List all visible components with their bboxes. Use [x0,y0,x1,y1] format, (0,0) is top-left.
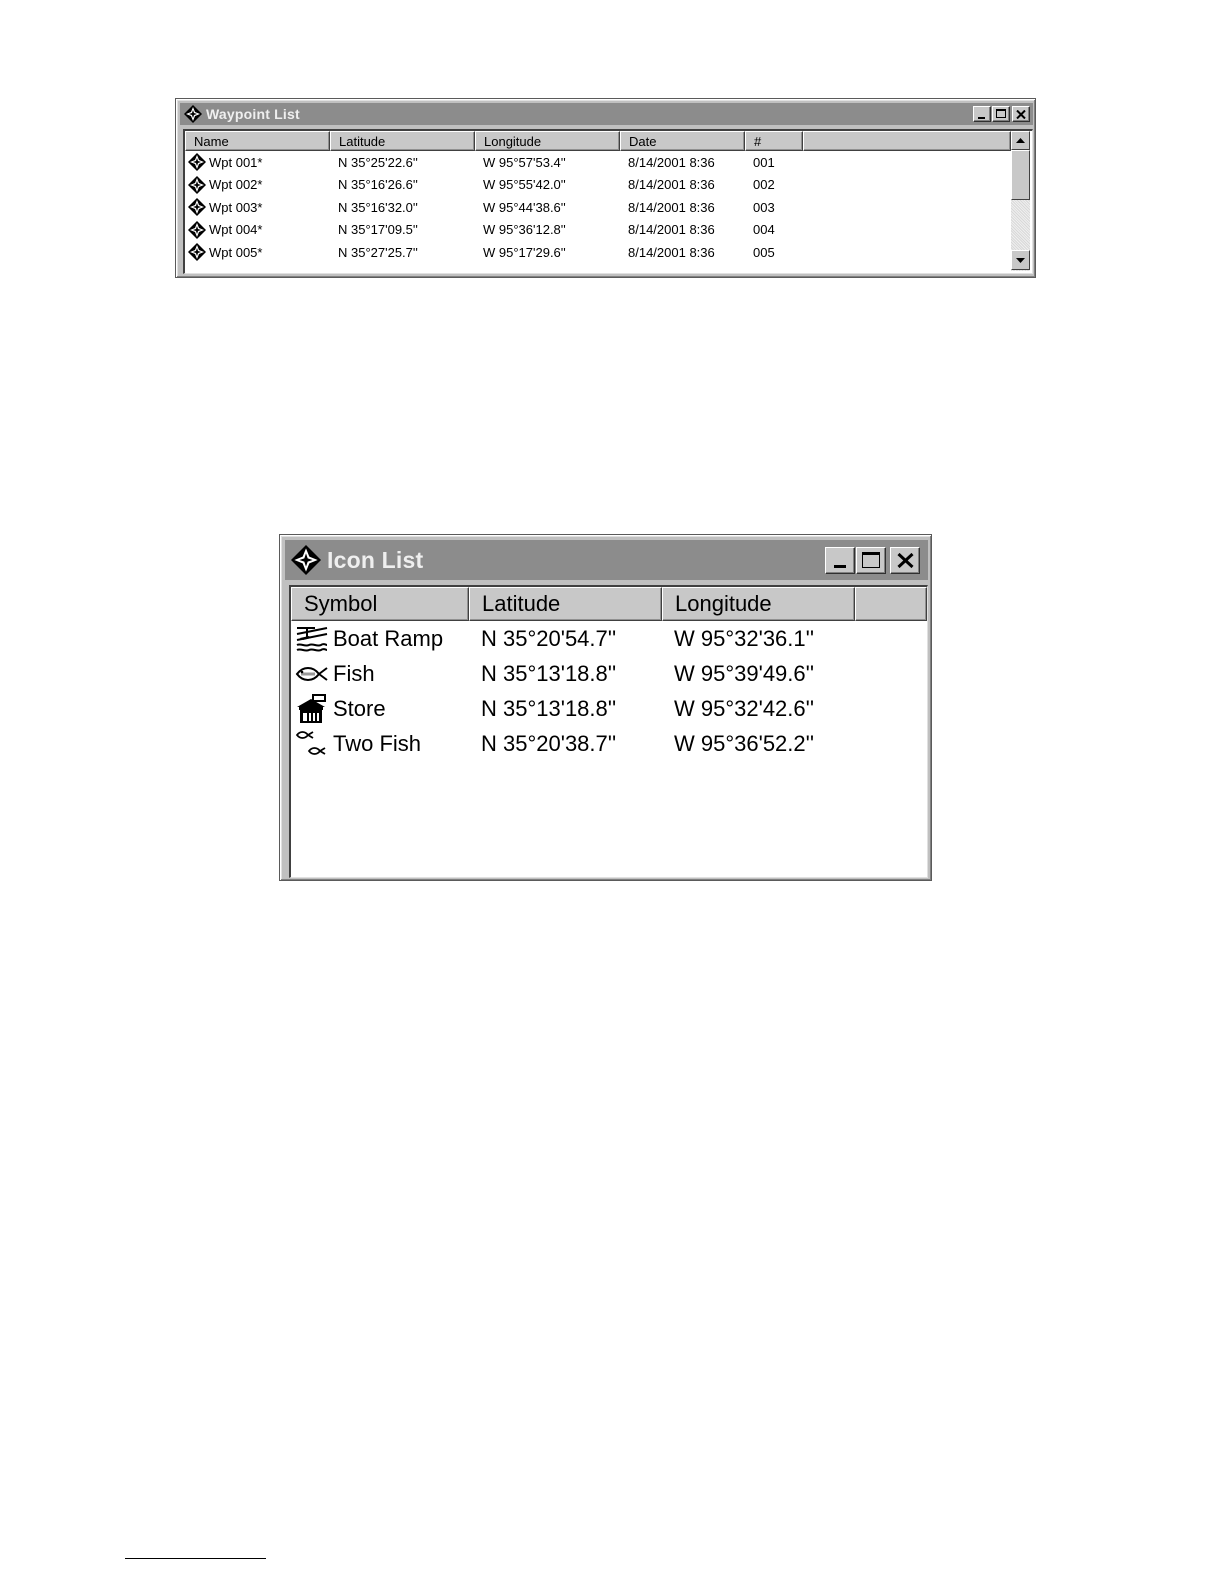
symbol-name: Two Fish [333,730,422,756]
arrow-up-icon [1016,138,1025,143]
icon-list-titlebar[interactable] [285,540,928,580]
icon-list-header [291,587,927,621]
column-header-longitude[interactable]: Longitude [662,587,855,621]
table-row[interactable] [185,241,803,264]
waypoint-latitude: N 35°16'32.0'' [338,199,418,215]
waypoint-icon [188,198,206,216]
vertical-scrollbar[interactable] [1011,131,1030,271]
list-item[interactable] [291,726,855,761]
minimize-button[interactable] [973,106,991,122]
symbol-latitude: N 35°20'54.7'' [481,625,617,651]
waypoint-icon [188,221,206,239]
column-header-filler [803,131,1011,151]
waypoint-longitude: W 95°44'38.6'' [483,199,566,215]
table-row[interactable] [185,174,803,197]
symbol-latitude: N 35°13'18.8'' [481,660,617,686]
footnote-separator [125,1558,266,1559]
icon-list-title: Icon List [327,546,424,573]
symbol-name: Store [333,695,386,721]
waypoint-date: 8/14/2001 8:36 [628,199,715,215]
symbol-longitude: W 95°39'49.6'' [674,660,815,686]
waypoint-number: 004 [753,222,775,238]
symbol-longitude: W 95°32'36.1'' [674,625,815,651]
waypoint-list-header [185,131,1011,151]
store-icon [295,694,329,724]
icon-rows [291,621,855,761]
symbol-longitude: W 95°32'42.6'' [674,695,815,721]
table-row[interactable] [185,151,803,174]
waypoint-icon [188,153,206,171]
two-fish-icon [295,729,329,759]
scroll-thumb[interactable] [1011,150,1030,200]
list-item[interactable] [291,691,855,726]
waypoint-latitude: N 35°27'25.7'' [338,244,418,260]
list-item[interactable] [291,656,855,691]
column-header-date[interactable]: Date [620,131,745,151]
icon-list-app-icon [291,545,321,575]
scroll-up-button[interactable] [1011,131,1030,150]
table-row[interactable] [185,219,803,242]
minimize-icon [834,565,846,568]
scroll-down-button[interactable] [1011,250,1030,270]
close-button[interactable] [1012,106,1030,122]
maximize-button[interactable] [992,106,1010,122]
close-button[interactable] [890,547,920,574]
symbol-name: Fish [333,660,375,686]
waypoint-name: Wpt 004* [209,222,263,238]
minimize-icon [978,117,985,119]
column-header-number[interactable]: # [745,131,803,151]
waypoint-longitude: W 95°17'29.6'' [483,244,566,260]
fish-icon [295,663,329,685]
waypoint-date: 8/14/2001 8:36 [628,222,715,238]
table-row[interactable] [185,196,803,219]
waypoint-longitude: W 95°57'53.4'' [483,154,566,170]
list-item[interactable] [291,621,855,656]
waypoint-date: 8/14/2001 8:36 [628,154,715,170]
column-header-longitude[interactable]: Longitude [475,131,620,151]
waypoint-name: Wpt 001* [209,154,263,170]
symbol-name: Boat Ramp [333,625,444,651]
waypoint-number: 002 [753,177,775,193]
waypoint-number: 003 [753,199,775,215]
waypoint-date: 8/14/2001 8:36 [628,244,715,260]
waypoint-list-view[interactable] [183,129,1033,274]
icon-list-view[interactable] [289,585,928,878]
maximize-button[interactable] [856,547,886,574]
column-header-filler [855,587,927,621]
close-icon [1013,107,1029,121]
arrow-down-icon [1016,258,1025,263]
symbol-longitude: W 95°36'52.2'' [674,730,815,756]
waypoint-number: 001 [753,154,775,170]
waypoint-icon [188,176,206,194]
maximize-icon [862,552,880,568]
waypoint-name: Wpt 003* [209,199,263,215]
close-icon [891,548,919,573]
waypoint-rows [185,151,803,264]
waypoint-list-window [175,98,1036,278]
column-header-latitude[interactable]: Latitude [469,587,662,621]
waypoint-latitude: N 35°17'09.5'' [338,222,418,238]
column-header-name[interactable]: Name [185,131,330,151]
waypoint-number: 005 [753,244,775,260]
waypoint-longitude: W 95°36'12.8'' [483,222,566,238]
symbol-latitude: N 35°20'38.7'' [481,730,617,756]
waypoint-latitude: N 35°25'22.6'' [338,154,418,170]
column-header-symbol[interactable]: Symbol [291,587,469,621]
waypoint-date: 8/14/2001 8:36 [628,177,715,193]
symbol-latitude: N 35°13'18.8'' [481,695,617,721]
column-header-latitude[interactable]: Latitude [330,131,475,151]
waypoint-list-app-icon [184,105,202,123]
waypoint-list-title: Waypoint List [206,106,300,122]
waypoint-longitude: W 95°55'42.0'' [483,177,566,193]
waypoint-list-titlebar[interactable] [180,103,1033,125]
waypoint-name: Wpt 005* [209,244,263,260]
maximize-icon [996,109,1006,118]
minimize-button[interactable] [825,547,855,574]
icon-list-window [279,534,932,881]
waypoint-name: Wpt 002* [209,177,263,193]
waypoint-latitude: N 35°16'26.6'' [338,177,418,193]
waypoint-icon [188,243,206,261]
boat-ramp-icon [295,624,329,654]
